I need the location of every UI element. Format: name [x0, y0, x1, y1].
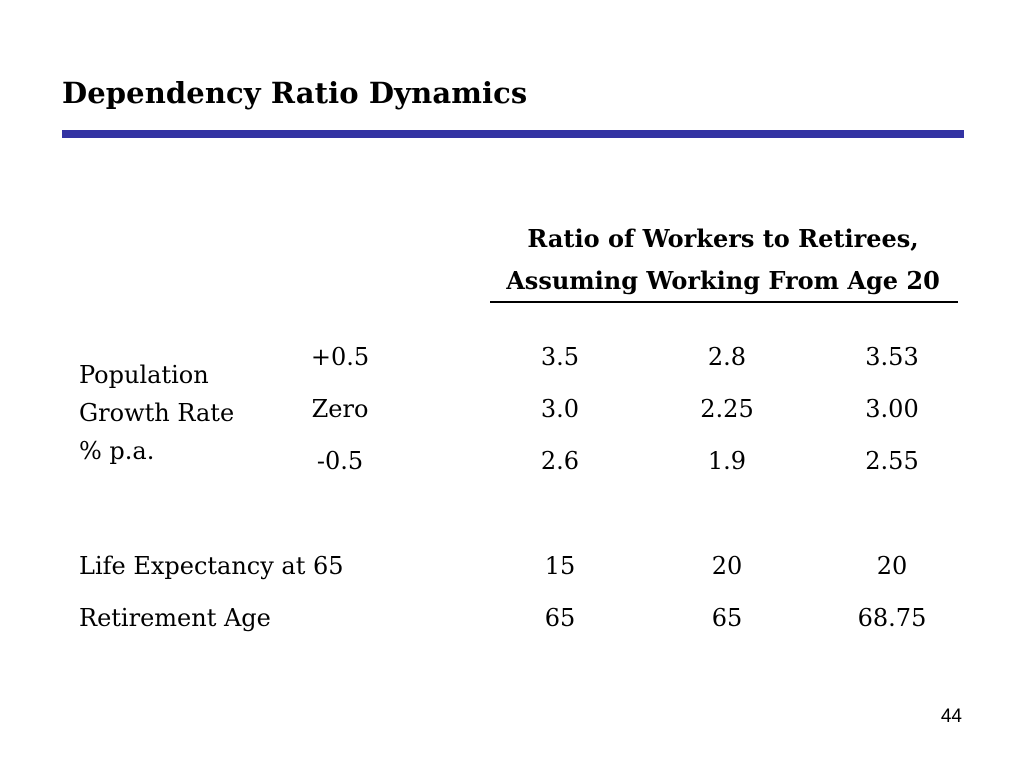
slide-title: Dependency Ratio Dynamics [62, 76, 528, 110]
table-header-line-2: Assuming Working From Age 20 [506, 266, 940, 295]
table-cell: 20 [876, 552, 908, 580]
table-header-underline [490, 301, 958, 303]
table-cell: 68.75 [857, 604, 927, 632]
table-cell: 15 [544, 552, 576, 580]
population-growth-label [79, 356, 234, 470]
title-underline [62, 130, 964, 138]
table-cell: 3.00 [865, 395, 919, 423]
table-cell: 65 [544, 604, 576, 632]
table-cell: 20 [711, 552, 743, 580]
table-cell: 2.55 [865, 447, 919, 475]
population-label-line-1: Population [79, 361, 209, 389]
table-cell: 2.25 [700, 395, 754, 423]
population-label-line-3: % p.a. [79, 437, 155, 465]
table-header [488, 218, 958, 302]
table-cell: 3.53 [865, 343, 919, 371]
table-cell: 65 [711, 604, 743, 632]
table-header-line-1: Ratio of Workers to Retirees, [527, 224, 919, 253]
table-cell: 1.9 [707, 447, 747, 475]
page-number: 44 [940, 706, 962, 727]
growth-rate-value: Zero [311, 395, 369, 423]
retirement-age-label: Retirement Age [79, 604, 271, 632]
table-cell: 3.0 [540, 395, 580, 423]
table-cell: 2.6 [540, 447, 580, 475]
life-expectancy-label: Life Expectancy at 65 [79, 552, 344, 580]
population-label-line-2: Growth Rate [79, 399, 235, 427]
growth-rate-value: -0.5 [316, 447, 364, 475]
growth-rate-value: +0.5 [310, 343, 370, 371]
table-cell: 2.8 [707, 343, 747, 371]
table-cell: 3.5 [540, 343, 580, 371]
